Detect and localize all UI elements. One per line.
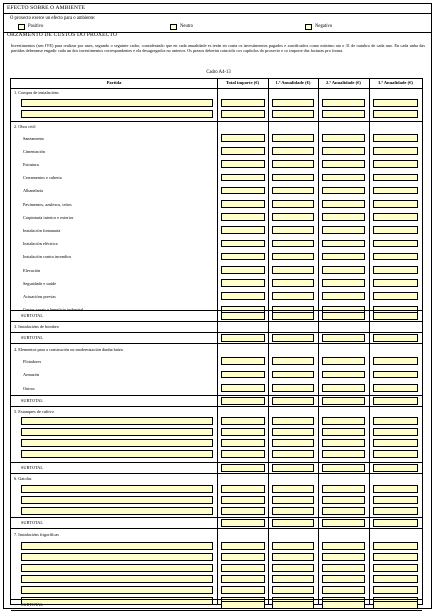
- section-6-row-1-amount-2-input[interactable]: [272, 485, 314, 493]
- section-1-row-2-amount-3-input[interactable]: [322, 110, 365, 118]
- obra-civil-item-11-amount-4-input[interactable]: [373, 266, 418, 274]
- obra-civil-item-12-amount-1-input[interactable]: [221, 279, 265, 287]
- subtotal-7-amount-2-input[interactable]: [272, 601, 314, 609]
- obra-civil-item-1-amount-2-input[interactable]: [272, 134, 314, 142]
- subtotal-4-amount-3-input[interactable]: [322, 397, 365, 405]
- section-5-row-3-amount-4-input[interactable]: [373, 439, 418, 447]
- item-label: Cimentación: [23, 148, 45, 154]
- section-7-description-input[interactable]: [21, 542, 213, 550]
- costs-intro: Investimentos (sen IVE) para realizar por anos, segundo o seguinte cadro, considerando que en cada anualidade es terán en conta os investimentos pagados e xustificados como máximo ata o 31 de outubro de cada ano. En cada unha das partidas deberanse engadir cada un dos investimentos correspondentes e ela desagregados no anterior. Os prazos deberán coincidir cos capítulos do proxecto e co importe das facturas pro forma.: [11, 43, 425, 54]
- subtotal-3-amount-3-input[interactable]: [322, 334, 365, 342]
- header-year3: 3.ª Anualidade (€): [378, 80, 413, 85]
- section-1-row-2-amount-4-input[interactable]: [373, 110, 418, 118]
- obra-civil-item-12-amount-2-input[interactable]: [272, 279, 314, 287]
- obra-civil-item-2-amount-2-input[interactable]: [272, 147, 314, 155]
- subtotal-label: SUBTOTAL: [21, 335, 44, 340]
- section-title: 7. Instalacións frigoríficas: [14, 532, 59, 537]
- section-1-row-1-amount-4-input[interactable]: [373, 99, 418, 107]
- neutro-label: Neutro: [180, 24, 194, 29]
- item-label: Estrutura: [23, 161, 39, 167]
- section-5-row-2-amount-1-input[interactable]: [221, 428, 265, 436]
- item-label: Carpintaría interior e exterior: [23, 214, 74, 220]
- obra-civil-item-9-amount-3-input[interactable]: [322, 240, 365, 248]
- section-5-row-1-amount-2-input[interactable]: [272, 417, 314, 425]
- obra-civil-item-10-amount-1-input[interactable]: [221, 253, 265, 261]
- batea-item-3-amount-4-input[interactable]: [373, 384, 418, 392]
- batea-item-2-amount-4-input[interactable]: [373, 371, 418, 379]
- subtotal-label: SUBTOTAL: [21, 398, 44, 403]
- obra-civil-item-5-amount-3-input[interactable]: [322, 187, 365, 195]
- section-6-row-3-amount-3-input[interactable]: [322, 507, 365, 515]
- section-title: 2. Obra civil: [14, 124, 36, 129]
- batea-item-3-amount-2-input[interactable]: [272, 384, 314, 392]
- obra-civil-item-13-amount-2-input[interactable]: [272, 292, 314, 300]
- obra-civil-item-10-amount-3-input[interactable]: [322, 253, 365, 261]
- batea-item-1-amount-3-input[interactable]: [322, 357, 365, 365]
- batea-item-2-amount-3-input[interactable]: [322, 371, 365, 379]
- section-title: 1. Compra de instalacións: [14, 90, 59, 95]
- section-7-row-1-amount-2-input[interactable]: [272, 542, 314, 550]
- section-6-row-2-amount-3-input[interactable]: [322, 496, 365, 504]
- section-6-row-1-amount-4-input[interactable]: [373, 485, 418, 493]
- section-1-row-1-amount-3-input[interactable]: [322, 99, 365, 107]
- effect-section-title: EFECTO SOBRE O AMBIENTE: [7, 5, 86, 11]
- effect-question: O proxecto exerce un efecto para o ambiente:: [10, 16, 96, 21]
- section-1-row-2-amount-1-input[interactable]: [221, 110, 265, 118]
- obra-civil-item-4-amount-3-input[interactable]: [322, 174, 365, 182]
- subtotal-2-amount-4-input[interactable]: [373, 312, 418, 320]
- item-label: Flotadores: [23, 358, 42, 364]
- obra-civil-item-11-amount-1-input[interactable]: [221, 266, 265, 274]
- subtotal-label: SUBTOTAL: [21, 313, 44, 318]
- obra-civil-item-3-amount-3-input[interactable]: [322, 160, 365, 168]
- section-5-row-4-amount-2-input[interactable]: [272, 450, 314, 458]
- item-label: Instalación eléctrica: [23, 241, 58, 247]
- neutro-checkbox[interactable]: [170, 24, 177, 30]
- obra-civil-item-3-amount-2-input[interactable]: [272, 160, 314, 168]
- section-7-row-2-amount-4-input[interactable]: [373, 553, 418, 561]
- obra-civil-item-9-amount-2-input[interactable]: [272, 240, 314, 248]
- section-6-row-1-amount-3-input[interactable]: [322, 485, 365, 493]
- section-7-row-4-amount-1-input[interactable]: [221, 575, 265, 583]
- positivo-checkbox[interactable]: [18, 24, 25, 30]
- obra-civil-item-13-amount-3-input[interactable]: [322, 292, 365, 300]
- section-5-row-3-amount-2-input[interactable]: [272, 439, 314, 447]
- item-label: Gastos xerais e beneficio industrial: [23, 307, 84, 313]
- item-label: Actuacións previas: [23, 293, 56, 299]
- section-7-description-input[interactable]: [21, 564, 213, 572]
- negativo-label: Negativo: [315, 24, 333, 29]
- obra-civil-item-6-amount-1-input[interactable]: [221, 200, 265, 208]
- table-caption: Cadro A4-13: [206, 70, 231, 75]
- subtotal-3-amount-2-input[interactable]: [272, 334, 314, 342]
- section-6-row-1-amount-1-input[interactable]: [221, 485, 265, 493]
- obra-civil-item-6-amount-2-input[interactable]: [272, 200, 314, 208]
- obra-civil-item-7-amount-1-input[interactable]: [221, 213, 265, 221]
- obra-civil-item-6-amount-3-input[interactable]: [322, 200, 365, 208]
- obra-civil-item-9-amount-1-input[interactable]: [221, 240, 265, 248]
- section-5-description-input[interactable]: [21, 450, 213, 458]
- section-title: 5. Estanques de cultivo: [14, 409, 54, 414]
- subtotal-2-amount-3-input[interactable]: [322, 312, 365, 320]
- subtotal-label: SUBTOTAL: [21, 602, 44, 607]
- obra-civil-item-8-amount-4-input[interactable]: [373, 226, 418, 234]
- section-5-row-3-amount-1-input[interactable]: [221, 439, 265, 447]
- obra-civil-item-7-amount-3-input[interactable]: [322, 213, 365, 221]
- obra-civil-item-10-amount-2-input[interactable]: [272, 253, 314, 261]
- subtotal-3-amount-1-input[interactable]: [221, 334, 265, 342]
- budget-table: [10, 78, 423, 605]
- section-7-row-2-amount-1-input[interactable]: [221, 553, 265, 561]
- batea-item-3-amount-3-input[interactable]: [322, 384, 365, 392]
- negativo-checkbox[interactable]: [305, 24, 312, 30]
- subtotal-label: SUBTOTAL: [21, 520, 44, 525]
- section-6-row-2-amount-2-input[interactable]: [272, 496, 314, 504]
- section-6-row-2-amount-1-input[interactable]: [221, 496, 265, 504]
- item-label: Elevación: [23, 267, 41, 273]
- item-label: Instalación contra incendios: [23, 254, 72, 260]
- section-5-row-2-amount-3-input[interactable]: [322, 428, 365, 436]
- section-7-row-4-amount-4-input[interactable]: [373, 575, 418, 583]
- section-7-row-1-amount-1-input[interactable]: [221, 542, 265, 550]
- subtotal-5-amount-4-input[interactable]: [373, 464, 418, 472]
- batea-item-2-amount-2-input[interactable]: [272, 371, 314, 379]
- section-7-row-1-amount-3-input[interactable]: [322, 542, 365, 550]
- section-5-row-1-amount-4-input[interactable]: [373, 417, 418, 425]
- obra-civil-item-8-amount-1-input[interactable]: [221, 226, 265, 234]
- section-1-row-2-amount-2-input[interactable]: [272, 110, 314, 118]
- obra-civil-item-11-amount-3-input[interactable]: [322, 266, 365, 274]
- costs-section-title: ORZAMENTO DE CUSTOS DO PROXECTO: [7, 32, 118, 38]
- section-7-row-3-amount-3-input[interactable]: [322, 564, 365, 572]
- section-5-row-4-amount-4-input[interactable]: [373, 450, 418, 458]
- section-5-description-input[interactable]: [21, 428, 213, 436]
- subtotal-5-amount-2-input[interactable]: [272, 464, 314, 472]
- obra-civil-item-4-amount-2-input[interactable]: [272, 174, 314, 182]
- item-label: Instalación fontanaría: [23, 227, 61, 233]
- obra-civil-item-2-amount-4-input[interactable]: [373, 147, 418, 155]
- obra-civil-item-1-amount-1-input[interactable]: [221, 134, 265, 142]
- section-6-row-3-amount-4-input[interactable]: [373, 507, 418, 515]
- obra-civil-item-6-amount-4-input[interactable]: [373, 200, 418, 208]
- subtotal-7-amount-1-input[interactable]: [221, 601, 265, 609]
- section-6-row-2-amount-4-input[interactable]: [373, 496, 418, 504]
- divider: [4, 13, 431, 14]
- section-5-row-2-amount-4-input[interactable]: [373, 428, 418, 436]
- section-title: 3. Instalacións de bombeo: [14, 324, 59, 329]
- obra-civil-item-12-amount-4-input[interactable]: [373, 279, 418, 287]
- obra-civil-item-12-amount-3-input[interactable]: [322, 279, 365, 287]
- obra-civil-item-11-amount-2-input[interactable]: [272, 266, 314, 274]
- item-label: Cerramentos e cuberta: [23, 175, 62, 181]
- subtotal-4-amount-2-input[interactable]: [272, 397, 314, 405]
- obra-civil-item-1-amount-4-input[interactable]: [373, 134, 418, 142]
- obra-civil-item-5-amount-1-input[interactable]: [221, 187, 265, 195]
- item-label: Saneamento: [23, 135, 44, 141]
- subtotal-4-amount-1-input[interactable]: [221, 397, 265, 405]
- section-title: 6. Gaiolas: [14, 476, 32, 481]
- section-1-row-1-amount-1-input[interactable]: [221, 99, 265, 107]
- obra-civil-item-10-amount-4-input[interactable]: [373, 253, 418, 261]
- obra-civil-item-5-amount-4-input[interactable]: [373, 187, 418, 195]
- section-7-row-3-amount-4-input[interactable]: [373, 564, 418, 572]
- section-6-description-input[interactable]: [21, 496, 213, 504]
- header-partida: Partida: [106, 80, 122, 85]
- obra-civil-item-13-amount-4-input[interactable]: [373, 292, 418, 300]
- subtotal-7-amount-3-input[interactable]: [322, 601, 365, 609]
- header-total: Total importe (€): [225, 80, 260, 85]
- item-label: Armazón: [23, 372, 39, 377]
- subtotal-label: SUBTOTAL: [21, 465, 44, 470]
- section-1-description-input[interactable]: [21, 99, 213, 107]
- subtotal-6-amount-4-input[interactable]: [373, 519, 418, 527]
- obra-civil-item-9-amount-4-input[interactable]: [373, 240, 418, 248]
- item-label: Seguridade e saúde: [23, 280, 57, 286]
- subtotal-7-amount-4-input[interactable]: [373, 601, 418, 609]
- subtotal-5-amount-3-input[interactable]: [322, 464, 365, 472]
- positivo-label: Positivo: [28, 24, 44, 29]
- section-7-row-4-amount-3-input[interactable]: [322, 575, 365, 583]
- section-7-row-2-amount-2-input[interactable]: [272, 553, 314, 561]
- obra-civil-item-2-amount-1-input[interactable]: [221, 147, 265, 155]
- section-1-description-input[interactable]: [21, 110, 213, 118]
- batea-item-1-amount-4-input[interactable]: [373, 357, 418, 365]
- section-5-row-2-amount-2-input[interactable]: [272, 428, 314, 436]
- section-7-row-2-amount-3-input[interactable]: [322, 553, 365, 561]
- obra-civil-item-7-amount-4-input[interactable]: [373, 213, 418, 221]
- obra-civil-item-3-amount-4-input[interactable]: [373, 160, 418, 168]
- section-7-row-4-amount-2-input[interactable]: [272, 575, 314, 583]
- obra-civil-item-8-amount-2-input[interactable]: [272, 226, 314, 234]
- section-7-row-5-amount-2-input[interactable]: [272, 586, 314, 594]
- subtotal-6-amount-3-input[interactable]: [322, 519, 365, 527]
- header-year1: 1.ª Anualidade (€): [275, 80, 311, 85]
- obra-civil-item-7-amount-2-input[interactable]: [272, 213, 314, 221]
- obra-civil-item-2-amount-3-input[interactable]: [322, 147, 365, 155]
- section-5-row-1-amount-3-input[interactable]: [322, 417, 365, 425]
- batea-item-2-amount-1-input[interactable]: [221, 371, 265, 379]
- obra-civil-item-8-amount-3-input[interactable]: [322, 226, 365, 234]
- item-label: Albanelaría: [23, 188, 44, 194]
- section-5-description-input[interactable]: [21, 417, 213, 425]
- section-6-description-input[interactable]: [21, 485, 213, 493]
- subtotal-6-amount-1-input[interactable]: [221, 519, 265, 527]
- section-5-row-4-amount-1-input[interactable]: [221, 450, 265, 458]
- section-5-row-1-amount-1-input[interactable]: [221, 417, 265, 425]
- subtotal-3-amount-4-input[interactable]: [373, 334, 418, 342]
- subtotal-5-amount-1-input[interactable]: [221, 464, 265, 472]
- section-5-row-3-amount-3-input[interactable]: [322, 439, 365, 447]
- subtotal-6-amount-2-input[interactable]: [272, 519, 314, 527]
- section-1-row-1-amount-2-input[interactable]: [272, 99, 314, 107]
- section-6-description-input[interactable]: [21, 507, 213, 515]
- section-6-row-3-amount-1-input[interactable]: [221, 507, 265, 515]
- obra-civil-item-4-amount-1-input[interactable]: [221, 174, 265, 182]
- subtotal-2-amount-1-input[interactable]: [221, 312, 265, 320]
- section-7-row-1-amount-4-input[interactable]: [373, 542, 418, 550]
- obra-civil-item-13-amount-1-input[interactable]: [221, 292, 265, 300]
- section-7-description-input[interactable]: [21, 575, 213, 583]
- batea-item-1-amount-1-input[interactable]: [221, 357, 265, 365]
- section-7-row-5-amount-3-input[interactable]: [322, 586, 365, 594]
- section-7-row-3-amount-2-input[interactable]: [272, 564, 314, 572]
- item-label: Pavimentos, azulexos, teitos: [23, 201, 72, 207]
- obra-civil-item-4-amount-4-input[interactable]: [373, 174, 418, 182]
- section-5-row-4-amount-3-input[interactable]: [322, 450, 365, 458]
- subtotal-4-amount-4-input[interactable]: [373, 397, 418, 405]
- batea-item-1-amount-2-input[interactable]: [272, 357, 314, 365]
- section-5-description-input[interactable]: [21, 439, 213, 447]
- section-7-row-3-amount-1-input[interactable]: [221, 564, 265, 572]
- header-year2: 2.ª Anualidade (€): [326, 80, 361, 85]
- section-7-description-input[interactable]: [21, 553, 213, 561]
- section-7-description-input[interactable]: [21, 586, 213, 594]
- batea-item-3-amount-1-input[interactable]: [221, 384, 265, 392]
- item-label: Outros: [23, 385, 35, 391]
- section-7-row-5-amount-4-input[interactable]: [373, 586, 418, 594]
- section-6-row-3-amount-2-input[interactable]: [272, 507, 314, 515]
- form-page: [3, 3, 432, 609]
- subtotal-2-amount-2-input[interactable]: [272, 312, 314, 320]
- section-title: 4. Elementos para a construción ou modernización dunha batea: [14, 347, 123, 352]
- obra-civil-item-3-amount-1-input[interactable]: [221, 160, 265, 168]
- section-7-row-5-amount-1-input[interactable]: [221, 586, 265, 594]
- obra-civil-item-5-amount-2-input[interactable]: [272, 187, 314, 195]
- obra-civil-item-1-amount-3-input[interactable]: [322, 134, 365, 142]
